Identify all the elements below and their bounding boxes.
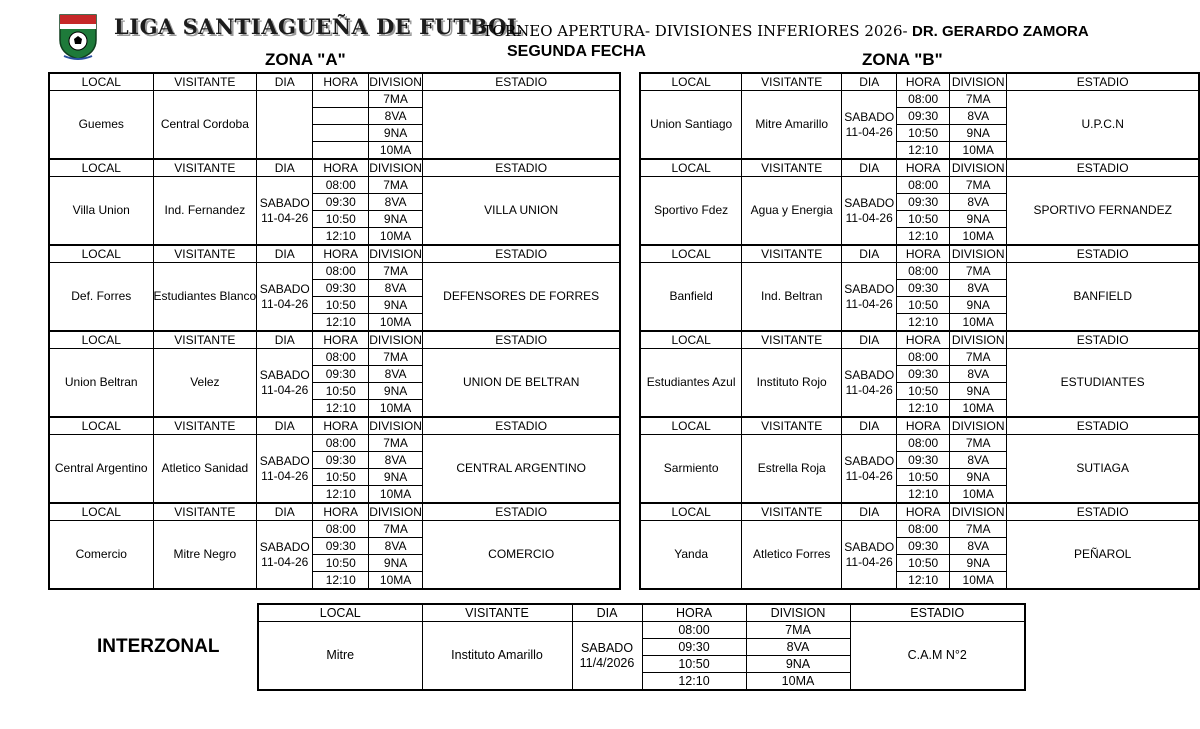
column-header-division: DIVISION <box>369 246 422 261</box>
match-date: 11-04-26 <box>845 468 893 483</box>
division: 10MA <box>369 314 423 332</box>
zone-b-title: ZONA "B" <box>862 50 943 69</box>
kickoff-time: 09:30 <box>313 194 369 211</box>
league-title: LIGA SANTIAGUEÑA DE FUTBOL <box>114 14 523 39</box>
day-name: SABADO <box>844 539 895 554</box>
column-header-stadium: ESTADIO <box>422 159 620 177</box>
column-header-division: DIVISION <box>950 159 1007 177</box>
column-header-day: DIA <box>842 245 897 263</box>
division: 9NA <box>950 125 1007 142</box>
division: 7MA <box>950 521 1007 538</box>
header-row <box>258 604 1025 622</box>
day-name: SABADO <box>259 367 310 382</box>
kickoff-time: 08:00 <box>897 435 950 452</box>
kickoff-time: 12:10 <box>897 572 950 590</box>
division: 9NA <box>950 211 1007 228</box>
kickoff-time: 09:30 <box>313 538 369 555</box>
division: 8VA <box>369 108 423 125</box>
kickoff-time: 12:10 <box>313 314 369 332</box>
match-day <box>842 435 897 504</box>
match-day <box>842 177 897 246</box>
stadium <box>422 91 620 160</box>
division: 9NA <box>369 383 423 400</box>
kickoff-time: 10:50 <box>897 383 950 400</box>
match-day <box>257 177 313 246</box>
column-header-local: LOCAL <box>258 604 422 622</box>
division: 10MA <box>950 314 1007 332</box>
column-header-local: LOCAL <box>49 159 153 177</box>
zone-a-title: ZONA "A" <box>265 50 346 69</box>
kickoff-time: 12:10 <box>313 486 369 504</box>
column-header-day: DIA <box>257 73 313 91</box>
division: 10MA <box>746 673 850 691</box>
match-day <box>842 263 897 332</box>
stadium: SUTIAGA <box>1007 435 1199 504</box>
visiting-team: Estudiantes Blanco <box>153 263 257 332</box>
division: 7MA <box>950 177 1007 194</box>
column-header-visitor: VISITANTE <box>742 503 842 521</box>
match-date: 11-04-26 <box>845 124 893 139</box>
column-header-division: DIVISION <box>369 160 422 175</box>
column-header-stadium: ESTADIO <box>850 604 1025 622</box>
match-day <box>257 91 313 160</box>
division: 8VA <box>369 194 423 211</box>
column-header-division: DIVISION <box>950 331 1007 349</box>
column-header-visitor: VISITANTE <box>153 159 257 177</box>
column-header-time: HORA <box>897 159 950 177</box>
column-header-visitor: VISITANTE <box>153 503 257 521</box>
column-header-division: DIVISION <box>369 418 422 433</box>
day-name: SABADO <box>259 281 310 296</box>
visiting-team: Velez <box>153 349 257 418</box>
visiting-team: Ind. Fernandez <box>153 177 257 246</box>
column-header-day: DIA <box>257 245 313 263</box>
round-title: SEGUNDA FECHA <box>507 43 646 60</box>
division: 7MA <box>950 349 1007 366</box>
column-header-time: HORA <box>897 503 950 521</box>
visiting-team: Mitre Amarillo <box>742 91 842 160</box>
column-header-local: LOCAL <box>640 245 742 263</box>
column-header-local: LOCAL <box>49 331 153 349</box>
match-slot-row <box>640 263 1199 280</box>
kickoff-time: 12:10 <box>897 486 950 504</box>
visiting-team: Estrella Roja <box>742 435 842 504</box>
kickoff-time: 08:00 <box>897 263 950 280</box>
match-slot-row <box>49 521 620 538</box>
kickoff-time: 08:00 <box>897 177 950 194</box>
match-date: 11-04-26 <box>261 554 309 569</box>
division: 9NA <box>950 297 1007 314</box>
header-row <box>49 245 620 263</box>
match-slot-row <box>640 521 1199 538</box>
column-header-local: LOCAL <box>640 73 742 91</box>
kickoff-time: 09:30 <box>897 366 950 383</box>
visiting-team: Atletico Forres <box>742 521 842 590</box>
kickoff-time: 09:30 <box>313 280 369 297</box>
visiting-team: Mitre Negro <box>153 521 257 590</box>
header-row <box>49 417 620 435</box>
division: 10MA <box>369 486 423 504</box>
day-name: SABADO <box>844 453 895 468</box>
column-header-visitor: VISITANTE <box>742 159 842 177</box>
stadium: UNION DE BELTRAN <box>422 349 620 418</box>
kickoff-time <box>313 91 369 108</box>
day-name: SABADO <box>259 453 310 468</box>
local-team: Mitre <box>258 622 422 691</box>
column-header-day: DIA <box>257 503 313 521</box>
kickoff-time: 10:50 <box>313 555 369 572</box>
column-header-stadium: ESTADIO <box>422 245 620 263</box>
match-date: 11-04-26 <box>845 554 893 569</box>
column-header-time: HORA <box>313 503 369 521</box>
day-name: SABADO <box>259 539 310 554</box>
division: 7MA <box>369 435 423 452</box>
stadium: CENTRAL ARGENTINO <box>422 435 620 504</box>
kickoff-time: 10:50 <box>313 211 369 228</box>
division: 7MA <box>369 521 423 538</box>
local-team: Guemes <box>49 91 153 160</box>
day-name: SABADO <box>844 367 895 382</box>
column-header-day: DIA <box>842 159 897 177</box>
column-header-local: LOCAL <box>49 245 153 263</box>
column-header-local: LOCAL <box>640 417 742 435</box>
match-date: 11-04-26 <box>261 210 309 225</box>
column-header-division: DIVISION <box>746 604 850 622</box>
header-row <box>49 159 620 177</box>
column-header-stadium: ESTADIO <box>422 73 620 91</box>
column-header-visitor: VISITANTE <box>742 331 842 349</box>
kickoff-time: 08:00 <box>313 435 369 452</box>
header-row <box>640 159 1199 177</box>
column-header-day: DIA <box>572 604 642 622</box>
kickoff-time: 12:10 <box>313 572 369 590</box>
stadium: SPORTIVO FERNANDEZ <box>1007 177 1199 246</box>
column-header-time: HORA <box>897 73 950 91</box>
day-name: SABADO <box>844 281 895 296</box>
division: 10MA <box>369 572 423 590</box>
kickoff-time <box>313 108 369 125</box>
division: 9NA <box>369 297 423 314</box>
match-slot-row <box>640 435 1199 452</box>
match-day <box>257 521 313 590</box>
match-slot-row <box>49 435 620 452</box>
division: 7MA <box>369 263 423 280</box>
day-name: SABADO <box>844 109 895 124</box>
division: 7MA <box>950 263 1007 280</box>
division: 8VA <box>369 280 423 297</box>
column-header-day: DIA <box>257 331 313 349</box>
kickoff-time: 09:30 <box>897 194 950 211</box>
match-date: 11-04-26 <box>845 382 893 397</box>
division: 8VA <box>746 639 850 656</box>
kickoff-time: 09:30 <box>642 639 746 656</box>
column-header-division: DIVISION <box>369 332 422 347</box>
column-header-visitor: VISITANTE <box>153 331 257 349</box>
day-name: SABADO <box>580 640 634 655</box>
column-header-stadium: ESTADIO <box>1007 331 1199 349</box>
kickoff-time: 12:10 <box>897 228 950 246</box>
visiting-team: Instituto Rojo <box>742 349 842 418</box>
division: 7MA <box>369 91 423 108</box>
column-header-day: DIA <box>257 159 313 177</box>
match-slot-row <box>49 91 620 108</box>
kickoff-time: 12:10 <box>897 142 950 160</box>
column-header-time: HORA <box>313 331 369 349</box>
dedication: DR. GERARDO ZAMORA <box>912 23 1089 40</box>
league-crest-icon <box>56 12 100 60</box>
match-date: 11-04-26 <box>261 296 309 311</box>
column-header-day: DIA <box>842 417 897 435</box>
tournament-title: -TORNEO APERTURA- DIVISIONES INFERIORES 2026- <box>478 22 908 40</box>
column-header-local: LOCAL <box>49 417 153 435</box>
column-header-division: DIVISION <box>369 504 422 519</box>
kickoff-time <box>313 125 369 142</box>
division: 8VA <box>950 366 1007 383</box>
local-team: Yanda <box>640 521 742 590</box>
column-header-division: DIVISION <box>950 417 1007 435</box>
match-date: 11-04-26 <box>261 382 309 397</box>
division: 7MA <box>369 177 423 194</box>
division: 9NA <box>950 383 1007 400</box>
division: 9NA <box>369 125 423 142</box>
visiting-team: Instituto Amarillo <box>422 622 572 691</box>
division: 10MA <box>950 486 1007 504</box>
header-row <box>49 331 620 349</box>
column-header-division: DIVISION <box>950 503 1007 521</box>
kickoff-time: 08:00 <box>897 349 950 366</box>
division: 7MA <box>950 435 1007 452</box>
stadium: DEFENSORES DE FORRES <box>422 263 620 332</box>
stadium: U.P.C.N <box>1007 91 1199 160</box>
division: 10MA <box>950 400 1007 418</box>
day-name: SABADO <box>844 195 895 210</box>
visiting-team: Agua y Energia <box>742 177 842 246</box>
match-day <box>257 263 313 332</box>
division: 9NA <box>950 555 1007 572</box>
column-header-visitor: VISITANTE <box>422 604 572 622</box>
header-row <box>640 73 1199 91</box>
header-row <box>640 417 1199 435</box>
match-slot-row <box>640 177 1199 194</box>
match-day <box>842 91 897 160</box>
kickoff-time: 12:10 <box>313 400 369 418</box>
division: 9NA <box>369 469 423 486</box>
match-day <box>257 349 313 418</box>
division: 8VA <box>369 538 423 555</box>
column-header-time: HORA <box>642 604 746 622</box>
division: 10MA <box>950 142 1007 160</box>
kickoff-time: 10:50 <box>313 469 369 486</box>
division: 9NA <box>369 555 423 572</box>
division: 10MA <box>369 400 423 418</box>
zone-a-table <box>48 72 621 590</box>
division: 8VA <box>950 280 1007 297</box>
kickoff-time: 08:00 <box>642 622 746 639</box>
header-row <box>49 73 620 91</box>
column-header-stadium: ESTADIO <box>422 503 620 521</box>
match-day <box>842 349 897 418</box>
kickoff-time: 09:30 <box>897 452 950 469</box>
division: 10MA <box>950 228 1007 246</box>
match-date: 11-04-26 <box>261 468 309 483</box>
kickoff-time: 10:50 <box>897 297 950 314</box>
column-header-visitor: VISITANTE <box>742 417 842 435</box>
kickoff-time: 10:50 <box>313 383 369 400</box>
column-header-visitor: VISITANTE <box>153 73 257 91</box>
kickoff-time: 09:30 <box>313 366 369 383</box>
local-team: Villa Union <box>49 177 153 246</box>
stadium: ESTUDIANTES <box>1007 349 1199 418</box>
column-header-time: HORA <box>897 331 950 349</box>
kickoff-time: 12:10 <box>897 400 950 418</box>
kickoff-time: 10:50 <box>897 469 950 486</box>
local-team: Banfield <box>640 263 742 332</box>
match-day <box>572 622 642 691</box>
division: 9NA <box>746 656 850 673</box>
division: 10MA <box>369 228 423 246</box>
visiting-team: Atletico Sanidad <box>153 435 257 504</box>
column-header-day: DIA <box>842 73 897 91</box>
kickoff-time <box>313 142 369 160</box>
kickoff-time: 08:00 <box>313 349 369 366</box>
local-team: Comercio <box>49 521 153 590</box>
column-header-stadium: ESTADIO <box>1007 159 1199 177</box>
stadium: C.A.M N°2 <box>850 622 1025 691</box>
division: 10MA <box>950 572 1007 590</box>
kickoff-time: 08:00 <box>313 177 369 194</box>
column-header-day: DIA <box>842 331 897 349</box>
column-header-day: DIA <box>842 503 897 521</box>
local-team: Estudiantes Azul <box>640 349 742 418</box>
column-header-division: DIVISION <box>369 74 422 89</box>
division: 8VA <box>369 452 423 469</box>
column-header-stadium: ESTADIO <box>1007 417 1199 435</box>
column-header-time: HORA <box>313 245 369 263</box>
match-slot-row <box>49 263 620 280</box>
header-row <box>640 503 1199 521</box>
column-header-stadium: ESTADIO <box>1007 73 1199 91</box>
kickoff-time: 12:10 <box>642 673 746 691</box>
day-name: SABADO <box>259 195 310 210</box>
column-header-local: LOCAL <box>49 503 153 521</box>
column-header-stadium: ESTADIO <box>422 417 620 435</box>
zone-b-table <box>639 72 1200 590</box>
header-row <box>640 245 1199 263</box>
division: 9NA <box>369 211 423 228</box>
kickoff-time: 09:30 <box>897 280 950 297</box>
division: 8VA <box>950 108 1007 125</box>
local-team: Union Beltran <box>49 349 153 418</box>
header-row <box>49 503 620 521</box>
kickoff-time: 08:00 <box>313 521 369 538</box>
local-team: Central Argentino <box>49 435 153 504</box>
column-header-stadium: ESTADIO <box>1007 245 1199 263</box>
column-header-visitor: VISITANTE <box>153 417 257 435</box>
column-header-stadium: ESTADIO <box>422 331 620 349</box>
match-slot-row <box>49 349 620 366</box>
column-header-stadium: ESTADIO <box>1007 503 1199 521</box>
match-slot-row <box>640 349 1199 366</box>
stadium: VILLA UNION <box>422 177 620 246</box>
match-day <box>842 521 897 590</box>
division: 7MA <box>746 622 850 639</box>
kickoff-time: 08:00 <box>313 263 369 280</box>
interzonal-title: INTERZONAL <box>97 636 220 657</box>
column-header-time: HORA <box>313 159 369 177</box>
division: 9NA <box>950 469 1007 486</box>
match-day <box>257 435 313 504</box>
kickoff-time: 08:00 <box>897 91 950 108</box>
division: 10MA <box>369 142 423 160</box>
kickoff-time: 08:00 <box>897 521 950 538</box>
visiting-team: Central Cordoba <box>153 91 257 160</box>
stadium: PEÑAROL <box>1007 521 1199 590</box>
column-header-division: DIVISION <box>950 245 1007 263</box>
kickoff-time: 09:30 <box>897 538 950 555</box>
kickoff-time: 10:50 <box>897 211 950 228</box>
match-slot-row <box>49 177 620 194</box>
stadium: BANFIELD <box>1007 263 1199 332</box>
match-date: 11-04-26 <box>845 210 893 225</box>
column-header-local: LOCAL <box>640 159 742 177</box>
column-header-division: DIVISION <box>950 73 1007 91</box>
kickoff-time: 10:50 <box>897 555 950 572</box>
division: 8VA <box>950 538 1007 555</box>
division: 7MA <box>369 349 423 366</box>
column-header-day: DIA <box>257 417 313 435</box>
kickoff-time: 10:50 <box>897 125 950 142</box>
visiting-team: Ind. Beltran <box>742 263 842 332</box>
local-team: Union Santiago <box>640 91 742 160</box>
match-slot-row <box>640 91 1199 108</box>
column-header-time: HORA <box>897 417 950 435</box>
division: 8VA <box>950 194 1007 211</box>
division: 7MA <box>950 91 1007 108</box>
division: 8VA <box>950 452 1007 469</box>
header-row <box>640 331 1199 349</box>
local-team: Sportivo Fdez <box>640 177 742 246</box>
column-header-time: HORA <box>313 73 369 91</box>
column-header-time: HORA <box>897 245 950 263</box>
column-header-visitor: VISITANTE <box>742 245 842 263</box>
column-header-local: LOCAL <box>640 503 742 521</box>
kickoff-time: 09:30 <box>313 452 369 469</box>
kickoff-time: 12:10 <box>313 228 369 246</box>
kickoff-time: 10:50 <box>642 656 746 673</box>
local-team: Sarmiento <box>640 435 742 504</box>
kickoff-time: 09:30 <box>897 108 950 125</box>
match-date: 11-04-26 <box>845 296 893 311</box>
column-header-visitor: VISITANTE <box>153 245 257 263</box>
kickoff-time: 12:10 <box>897 314 950 332</box>
kickoff-time: 10:50 <box>313 297 369 314</box>
stadium: COMERCIO <box>422 521 620 590</box>
local-team: Def. Forres <box>49 263 153 332</box>
interzonal-table <box>257 603 1026 691</box>
division: 8VA <box>369 366 423 383</box>
column-header-local: LOCAL <box>640 331 742 349</box>
column-header-visitor: VISITANTE <box>742 73 842 91</box>
column-header-time: HORA <box>313 417 369 435</box>
match-date: 11/4/2026 <box>579 655 635 670</box>
column-header-local: LOCAL <box>49 73 153 91</box>
match-slot-row <box>258 622 1025 639</box>
